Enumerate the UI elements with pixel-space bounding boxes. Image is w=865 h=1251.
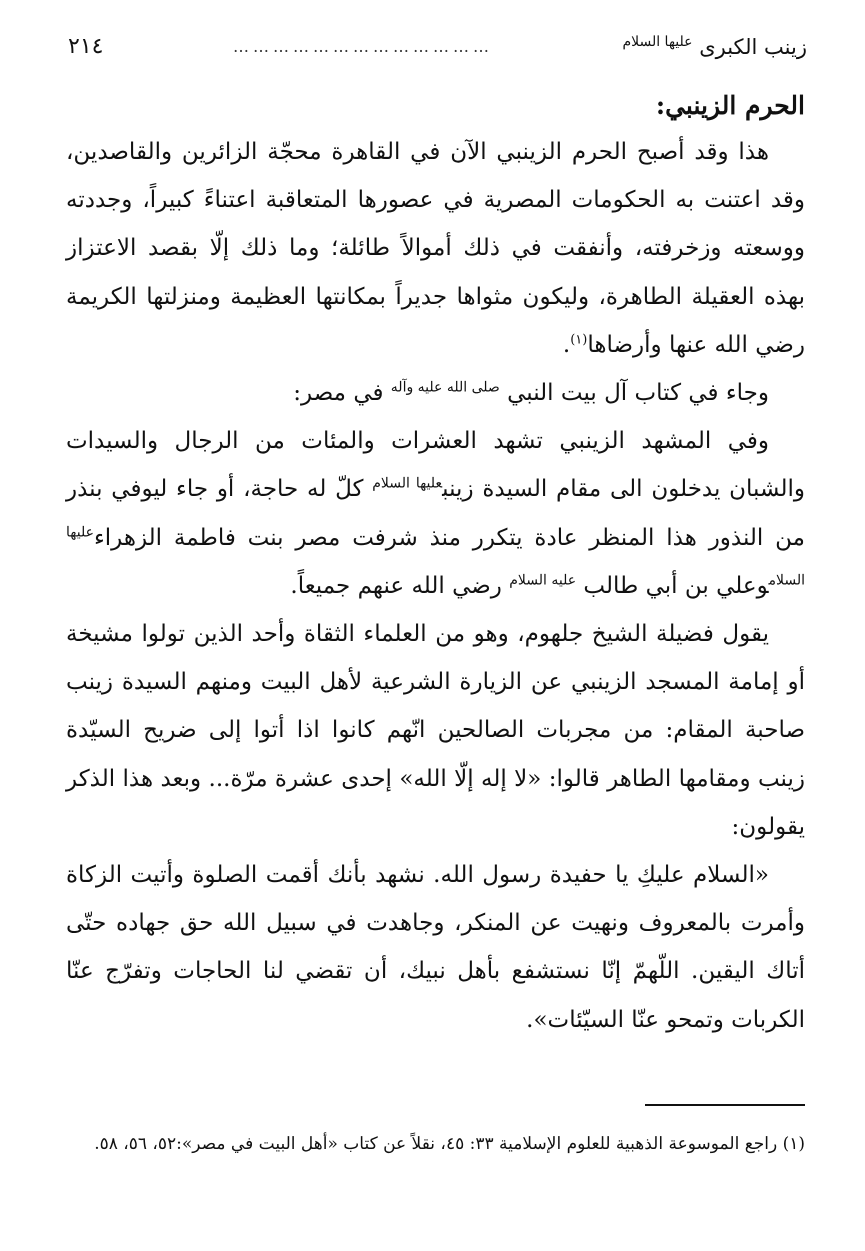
paragraph-1 xyxy=(66,128,805,369)
section-heading: الحرم الزينبي: xyxy=(655,91,805,120)
prophet-honorific: صلى الله عليه وآله xyxy=(390,379,500,396)
paragraph-3-text-c: وعلي بن أبي طالب xyxy=(583,572,769,599)
paragraph-2-text-b: في مصر: xyxy=(293,380,384,407)
main-text xyxy=(66,84,805,1044)
zaynab-honorific: عليها السلام xyxy=(372,475,443,492)
footnote-reference: (١) xyxy=(570,332,588,348)
footnote xyxy=(66,1124,805,1164)
paragraph-4: يقول فضيلة الشيخ جلهوم، وهو من العلماء الثقاة وأحد الذين تولوا مشيخة أو إمامة المسجد الزينبي عن الزيارة الشرعية لأهل البيت ومنهم السيدة زينب صاحبة المقام: من مجربات الصالحين انّهم كانوا اذا أتوا إلى ضريح السيّدة زينب ومقامها الطاهر قالوا: «لا إله إلّا الله» إحدى عشرة مرّة... وبعد هذا الذكر يقولون: xyxy=(66,621,805,840)
page-number: ٢١٤ xyxy=(68,33,104,59)
paragraph-3-text-a: وفي المشهد الزينبي تشهد العشرات والمئات من الرجال والسيدات والشبان يدخلون الى مقام السيدة زينب xyxy=(66,428,806,503)
title-honorific: عليها السلام xyxy=(622,33,693,50)
paragraph-1-end: . xyxy=(562,331,571,358)
footnote-text: (١) راجع الموسوعة الذهبية للعلوم الإسلامية ٣٣: ٤٥، نقلاً عن كتاب «أهل البيت في مصر»:٥٢، ٥٦، ٥٨. xyxy=(94,1134,805,1154)
zahra-honorific: عليها السلام xyxy=(66,523,805,589)
paragraph-1-text: هذا وقد أصبح الحرم الزينبي الآن في القاهرة محجّة الزائرين والقاصدين، وقد اعتنت به الحكومات المصرية في عصورها المتعاقبة اعتناءً كبيراً، وجددته ووسعته وزخرفته، وأنفقت في ذلك أموالاً طائلة؛ وما ذلك إلّا بقصد الاعتزاز بهذه العقيلة الطاهرة، وليكون مثواها جديراً بمكانتها العظيمة ومنزلتها الكريمة رضي الله عنها وأرضاها xyxy=(66,139,805,358)
book-title xyxy=(622,34,807,59)
book-title-text: زينب الكبرى xyxy=(699,34,807,59)
header-leader-dots: ………………………………… xyxy=(232,36,493,56)
ali-honorific: عليه السلام xyxy=(509,572,577,589)
footnote-separator xyxy=(645,1104,805,1106)
paragraph-2 xyxy=(66,369,805,417)
running-header xyxy=(60,28,807,64)
paragraph-3-text-d: رضي الله عنهم جميعاً. xyxy=(290,572,502,599)
paragraph-3 xyxy=(66,417,805,610)
paragraph-3-text-b: كلّ له حاجة، أو جاء ليوفي بنذر من النذور هذا المنظر عادة يتكرر منذ شرفت مصر بنت فاطمة الزهراء xyxy=(66,476,805,551)
paragraph-5-ziyarah: «السلام عليكِ يا حفيدة رسول الله. نشهد بأنك أقمت الصلوة وأتيت الزكاة وأمرت بالمعروف ونهيت عن المنكر، وجاهدت في سبيل الله حق جهاده حتّى أتاك اليقين. اللّهمّ إنّا نستشفع بأهل نبيك، أن تقضي لنا الحاجات وتفرّج عنّا الكربات وتمحو عنّا السيّئات». xyxy=(66,862,805,1033)
paragraph-2-text-a: وجاء في كتاب آل بيت النبي xyxy=(507,380,769,407)
